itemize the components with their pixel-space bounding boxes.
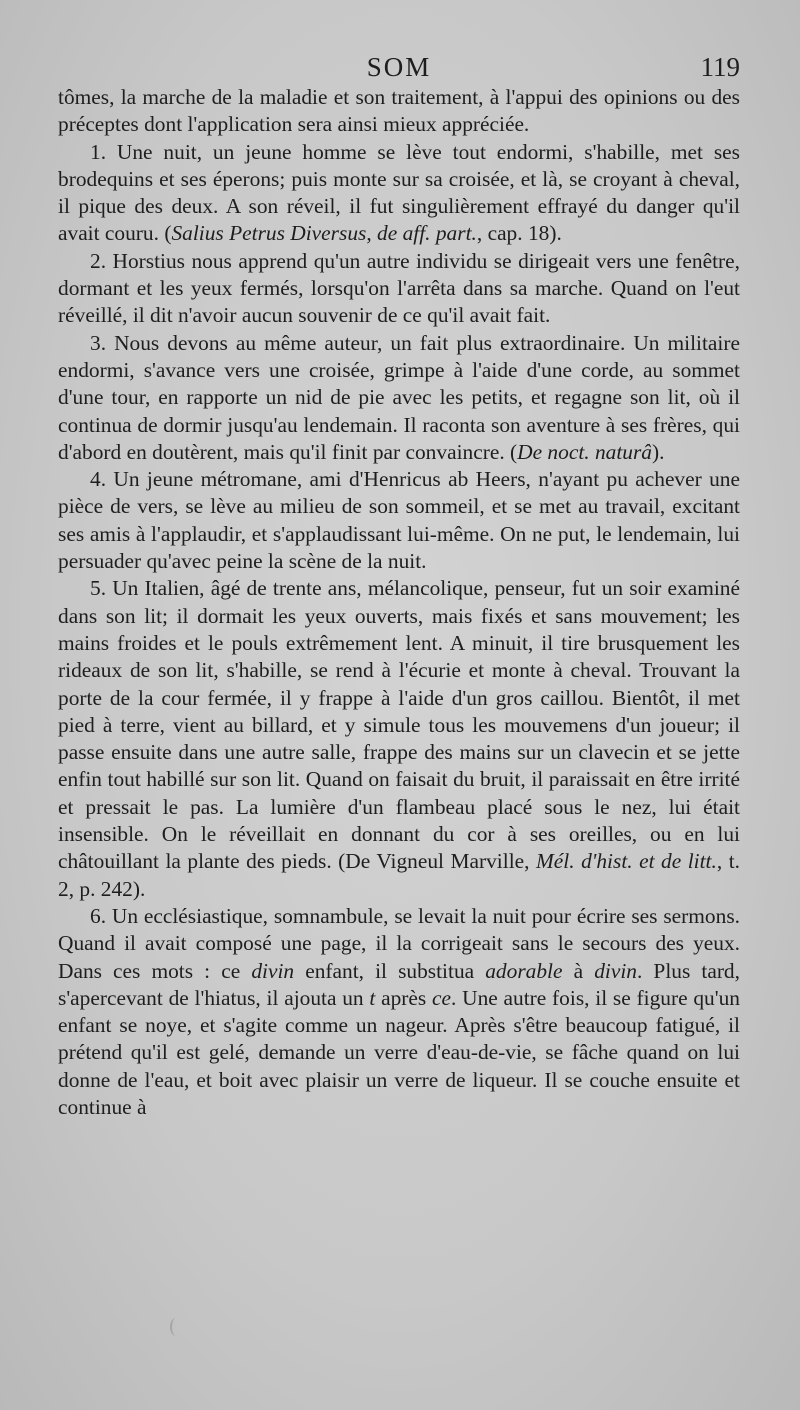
case-5-citation: Mél. d'hist. et de litt. [535,849,717,874]
paragraph-case-4: 4. Un jeune métromane, ami d'Henricus ab Heers, n'ayant pu achever une pièce de vers, se lève au milieu de son sommeil, et se met au travail, excitant ses amis à l'applaudir, et s'applaudissant lui-même. On ne put, le lendemain, lui persuader qu'avec peine la scène de la nuit. [58,467,740,574]
case-1-text-end: , cap. 18). [476,221,562,246]
case-6-text-a: 6. Un ecclésiastique, somnambule, se levait la nuit pour écrire ses sermons. Quand il avait composé une page, il la corrigeait sans le secours des yeux. Dans ces mots : ce [58,903,740,983]
case-5-text-end: , t. 2, p. 242). [58,849,740,901]
case-6-text-f: . Une autre fois, il se figure qu'un enfant se noye, et s'agite comme un nageur. Après s'être beaucoup fatigué, il prétend qu'il est gelé, demande un verre d'eau-de-vie, se fâche quand on lui donne de l'eau, et boit avec plaisir un verre de liqueur. Il se couche ensuite et continue à [58,985,740,1119]
case-6-italic-b: adorable [485,958,563,983]
case-6-italic-a: divin [251,958,295,983]
running-head: SOM [366,52,432,82]
paragraph-case-3 [58,330,740,466]
paragraph-case-5 [58,575,740,903]
case-6-text-d: . Plus tard, s'apercevant de l'hiatus, il ajouta un [58,958,740,1010]
paragraph-case-6 [58,903,740,1121]
case-1-text-sep: , [366,221,378,246]
case-1-citation-work: de aff. part. [377,221,477,246]
page-header [58,52,740,86]
case-6-text-c: à [562,958,595,983]
case-1-text: 1. Une nuit, un jeune homme se lève tout endormi, s'habille, met ses brodequins et ses éperons; puis monte sur sa croisée, et là, se croyant à cheval, il pique des deux. A son réveil, il fut singulièrement effrayé du danger qu'il avait couru. ( [58,139,740,246]
case-6-italic-e: ce [432,985,452,1010]
case-3-citation: De noct. naturâ [517,439,653,464]
case-6-text-b: enfant, il substitua [294,958,486,983]
case-3-text-end: ). [652,439,665,464]
paragraph-case-1 [58,139,740,248]
paragraph-intro: tômes, la marche de la maladie et son traitement, à l'appui des opinions ou des préceptes dont l'application sera ainsi mieux appréciée. [58,85,740,137]
case-6-text-e: après [375,985,433,1010]
ink-smudge [170,1318,182,1336]
case-3-text: 3. Nous devons au même auteur, un fait plus extraordinaire. Un militaire endormi, s'avance vers une croisée, grimpe à l'aide d'une corde, au sommet d'une tour, en rapporte un nid de pie avec les petits, et regagne son lit, où il continua de dormir jusqu'au lendemain. Il raconta son aventure à ses frères, qui d'abord en doutèrent, mais qu'il finit par convaincre. ( [58,330,740,464]
case-6-italic-d: t [369,985,376,1010]
page-number: 119 [700,52,740,82]
paragraph-case-2: 2. Horstius nous apprend qu'un autre individu se dirigeait vers une fenêtre, dormant et les yeux fermés, lorsqu'on l'arrêta dans sa marche. Quand on l'eut réveillé, il dit n'avoir aucun souvenir de ce qu'il avait fait. [58,248,740,328]
case-6-italic-c: divin [594,958,637,983]
case-1-citation-author: Salius Petrus Diversus [171,221,367,246]
body-text [58,84,740,1121]
case-5-text: 5. Un Italien, âgé de trente ans, mélancolique, penseur, fut un soir examiné dans son lit; il dormait les yeux ouverts, mais fixés et sans mouvement; les mains froides et le pouls extrêmement lent. A minuit, il tire brusquement les rideaux de son lit, s'habille, se rend à l'écurie et monte à cheval. Trouvant la porte de la cour fermée, il y frappe à l'aide d'un gros caillou. Bientôt, il met pied à terre, vient au billard, et y simule tous les mouvemens d'un joueur; il passe ensuite dans une autre salle, frappe des mains sur un clavecin et se jette enfin tout habillé sur son lit. Quand on faisait du bruit, il paraissait en être irrité et pressait le pas. La lumière d'un flambeau placé sous le nez, lui était insensible. On le réveillait en donnant du cor à ses oreilles, ou en lui châtouillant la plante des pieds. (De Vigneul Marville, [58,576,740,874]
